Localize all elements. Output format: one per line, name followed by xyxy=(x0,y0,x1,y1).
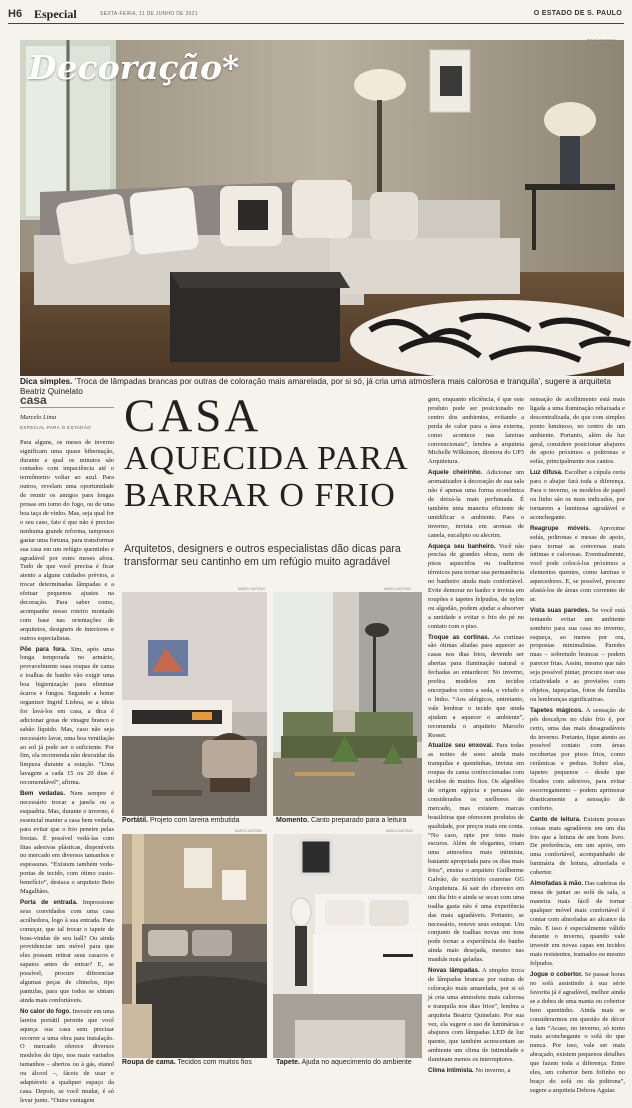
article-column-1 xyxy=(20,393,115,1108)
paragraph: Luz difusa. Escolher a cúpula certa para o abajur fará toda a diferença. Para o inverno, os modelos de papel ou linho são os mais indicados, por tornarem a luminosa agradável e aconchegante. xyxy=(530,469,625,521)
photo-fireplace xyxy=(122,592,267,816)
page-header xyxy=(8,6,624,24)
section-tag: casa xyxy=(20,396,114,408)
photo-rug xyxy=(273,834,422,1058)
paragraph: Novas lâmpadas. A simples troca de lâmpadas brancas por outras de coloração mais amarelada, por si só já cria uma atmosfera mais calorosa e tranquila nos dias frios”, lembra a arquiteta Beatriz Quinelato. Por sua vez, ela sugere o uso de luminárias e abajures com lâmpadas LED de luz quente, que também acrescentam ao ambiente um clima de intimidade e iluminam menos os interruptores. xyxy=(428,967,524,1064)
newspaper-name: O ESTADO DE S. PAULO xyxy=(533,10,622,17)
headline xyxy=(124,392,424,514)
photo-credit: MARCO ANTONIO xyxy=(238,587,266,591)
hero-photo-credit: JESUS FOTOGRAFIA xyxy=(586,38,616,42)
photo-caption: Roupa de cama. Tecidos com muitos fios xyxy=(122,1059,252,1066)
paragraph: Vista suas paredes. Se você está tentando evitar um ambiente sombrio para sua casa no inverno, esqueça, ao menos por ora, propostas minimalistas. Paredes nuas – sobretudo brancas – podem parecer frias. Assim, mesmo que não seja possível pintar, procure usar sua criatividade e as provisões com objetos, tapeçarias, fotos de família ou lembranças significativas. xyxy=(530,606,626,703)
photo-credit: MARCO ANTONIO xyxy=(384,587,412,591)
paragraph: Clima intimista. No inverno, a xyxy=(428,1067,511,1075)
photo-credit: MARCO ANTONIO xyxy=(386,829,414,833)
bedroom-rug-illustration xyxy=(273,834,422,1058)
paragraph: Bem vedadas. Nem sempre é necessário trocar a janela ou a esquadria. Mas, durante o inverno, é essencial manter a casa bem vedada, para evitar que o frio penetre pelas frestas. É possível vedá-las com fitas adesivas plásticas, disponíveis no mercado em diversos tamanhos e espessuras. “Existem também veda-portas de tecido, com ótimo custo-benefício”, destaca o arquiteto Beto Magalhães. xyxy=(20,790,114,896)
photo-credit: MARCO ANTONIO xyxy=(235,829,263,833)
byline-name: Marcelo Lima xyxy=(20,413,57,421)
headline-line-1: CASA xyxy=(124,390,262,442)
paragraph: Porta de entrada. Impressione seus convidados com uma casa acolhedora, logo à sua entrada. Para começar, que tal trocar o tapete de boas-vindas de seu hall? Ou ainda providenciar um móvel para que eles possam retirar seus casacos e sapatos antes de entrar? E, se possível, procure diferenciar algumas peças de chinelos, tipo pantufas, para que todos se sintam ainda mais confortáveis. xyxy=(20,898,114,1004)
paragraph: Reagrupe móveis. Aproxime sofás, poltronas e mesas de apoio, para tornar as conversas mais íntimas e calorosas. Eventualmente, você pode colocá-los próximos a elementos quentes, como lareiras e aquecedores. E, se possível, procure afastá-los de áreas com correntes de ar. xyxy=(530,524,625,603)
paragraph: Para alguns, os meses de inverno significam uma quase hibernação, durante a qual os minutos são contados com impaciência até o termômetro voltar ao azul. Para outros, revelam uma oportunidade de reunir os amigos para longas prosas em torno do fogo, ou de uma boa taça de vinho. Mas, seja qual for o seu caso, fato é que não é preciso nenhuma grande reforma, tampouco gastar uma fortuna, para transformar sua casa em um refúgio quentinho e agradável por estes meses afora. Tudo de que você precisa é ficar atento a alguns cuidados prévios, a trocar determinadas lâmpadas e a efetuar pequenos ajustes na decoração. Para saber como, acompanhe nosso roteiro montado com base nas orientações de arquitetos, designers de interiores e outros especialistas. xyxy=(20,438,114,642)
section-name: Especial xyxy=(34,7,77,21)
paragraph: Põe para fora. Sim, após uma longa temporada no armário, provavelmente suas roupas de cama e toalhas de banho vão exigir uma boa higienização para eliminar ácaros e fungos. Segundo a home organizer Ingrid Lisboa, se a ideia for lavá-los em casa, a dica é adicionar gotas de vinagre branco e sabão líquido. Mas, caso não seja necessário lavar, uma boa ventilação ao sol já pode ser o suficiente. Por fim, ela recomenda não descuidar da limpeza durante a estação. “Uma lavagem a cada 15 ou 20 dias é recomendável”, afirma. xyxy=(20,645,114,787)
byline-role: ESPECIAL PARA O ESTADÃO xyxy=(20,424,92,430)
paragraph: No calor do fogo. Investir em uma lareira portátil permite que você aqueça sua casa sem precisar recorrer a uma obra para instalação. O mercado oferece diversos modelos do tipo, nos mais variados tamanhos – abertos ou à gás, etanol ou álcool –, fáceis de usar e adaptáveis a qualquer espaço da casa. Depois, se você mudar, é só levar junto. “Outra vantagem xyxy=(20,1007,115,1104)
living-room-illustration xyxy=(20,40,624,376)
article-column-4 xyxy=(530,396,625,1098)
paragraph: Atualize seu enxoval. Para todas as noites de sono ainda mais tranquilas e quentinhas, invista em roupas de cama confeccionadas com tecidos de muitos fios. Os algodões de origem egípcia e peruana são considerados os melhores do mercado, mas existem marcas brasileiras que oferecem produtos de qualidade, por preços mais em conta. “No caso, opte por tons mais escuros. Além de elegantes, criam uma atmosfera mais intimista, bastante apropriada para os dias mais frios”, ensina o arquiteto Guilherme Galvão, do escritório cearense GG Arquitetura. Já sair do chuveiro em um dia frio e ainda se secar com uma toalha gasta não é uma experiência das mais agradáveis. Portanto, se necessário, renove seus estoque. Um conjunto de toalhas novas em tons pode tornar a experiência do banho ainda mais desejada, mesmo nas manhãs mais geladas. xyxy=(428,742,524,964)
paragraph: Almofadas à mão. Das cadeiras da mesa de jantar ao sofá da sala, a maneira mais fácil de tornar qualquer móvel mais confortável é contar com almofadas ao alcance da mão. E isso é especialmente válido durante o inverno, quando vale investir em novas capas em tecidos mais resistentes, tramados ou mesmo felpudos. xyxy=(530,880,625,968)
hero-caption-text: ‘Troca de lâmpadas brancas por outras de coloração mais amarelada, por si só, já cria uma atmosfera mais calorosa e tranquila’, sugere a arquiteta Beatriz Quinelato xyxy=(20,377,611,396)
paragraph: Jogue o cobertor. Se passar horas no sofá assistindo à sua série favorita já é agradável, melhor ainda se a dobra de uma manta ou cobertor bem quentinho. Ainda mais se considerarmos em questão de décor a fam “Acaso, no inverno, só torno mais aconchegante o sofá do que nunca. Por isso, vale ser mais abraçado, existem pequenos detalhes que fazem toda a diferença. Entre eles, um cobertor bem fofinho no braço do sofá ou da poltrona”, sugere a arquiteta Debora Aguiar. xyxy=(530,971,625,1094)
paragraph: sensação de acolhimento está mais ligada a uma iluminação rebaixada e descentralizada, do que com simples ponto luminoso, no centro de um ambiente. Portanto, além da luz geral, considere posicionar abajures de apoio próximos a poltronas e sofás, principalmente nos cantos. xyxy=(530,396,625,466)
photo-reading-corner xyxy=(273,592,422,816)
photo-caption: Tapete. Ajuda no aquecimento do ambiente xyxy=(276,1059,412,1066)
headline-line-3: BARRAR O FRIO xyxy=(124,477,396,514)
paragraph: Tapetes mágicos. A sensação de pés descalços no chão frio é, por certo, uma das mais desagradáveis do inverno. Portanto, fique atento ao possível contato com áreas recobertas por pisos frios, como cerâmicas e pedras. Sobre elas, tapetes pequenos – desde que fixados com adesivos, para evitar escorregamento – podem aprimorar drasticamente a sensação de conforto. xyxy=(530,706,626,812)
photo-caption: Portátil. Projeto com lareira embutida xyxy=(122,817,240,824)
hero-caption-lead: Dica simples. xyxy=(20,377,73,386)
photo-caption: Momento. Canto preparado para a leitura xyxy=(276,817,407,824)
paragraph: gem, enquanto eficiência, é que este produto pode ser posicionado no centro dos ambientes, evitando a perda de calor para a área externa, como acontece nas lareiras convencionais”, lembra a arquiteta Michelle Wilkinson, diretora do UP3 Arquitetura. xyxy=(428,396,524,466)
subheadline: Arquitetos, designers e outros especialistas dão dicas para transformar seu cantinho em um refúgio muito agradável xyxy=(124,543,401,568)
bedroom-illustration xyxy=(122,834,267,1058)
headline-line-2: AQUECIDA PARA xyxy=(124,440,409,477)
reading-corner-illustration xyxy=(273,592,422,816)
article-column-3 xyxy=(428,396,524,1078)
paragraph: Aquele cheirinho. Adicionar um aromatizador à decoração de sua sala não é apenas uma forma econômica de deixá-la mais perfumada. É também uma maneira eficiente de umidificar o ambiente. Para o inverno, invista em aromas de canela, eucalipto ou alecrim. xyxy=(428,469,524,539)
hero-photo xyxy=(20,40,624,376)
section-kicker: Decoração* xyxy=(28,48,240,87)
paragraph: Canto de leitura. Existem poucas coisas mais agradáveis em um dia frio que a leitura de um bom livro. De preferência, em um apoio, em uma confortável, acompanhado de luminária de leitura, almofada e cobertor. xyxy=(530,815,625,877)
page-number: H6 xyxy=(8,8,23,20)
issue-date: SEXTA-FEIRA, 11 DE JUNHO DE 2021 xyxy=(100,11,198,17)
paragraph: Troque as cortinas. As cortinas são ótimas aliadas para aquecer as casas nos dias frios, devendo ser abertas para iluminação natural e fechadas ao entardecer. No inverno, prefira modelos em tecidos encorpados como a seda, o veludo e o linho. “Aos alérgicos, entretanto, vale lembrar o tecido que ainda ajudam a aquecer o ambiente”, recomenda o arquiteto Marcelo Rosset. xyxy=(428,633,524,739)
photo-bedding xyxy=(122,834,267,1058)
paragraph: Aqueça seu banheiro. Você não precisa de grandes obras, nem de pisos aquecidos ou toalheiros térmicos para tornar sua permanência no banheiro ainda mais confortável. Evite demorar no banho e invista em roupões e tapetes felpudos, de nylon ou algodão, podem ajudar a absorver a umidade e evitar o frio do pé no contato com o piso. xyxy=(428,542,525,630)
fireplace-room-illustration xyxy=(122,592,267,816)
